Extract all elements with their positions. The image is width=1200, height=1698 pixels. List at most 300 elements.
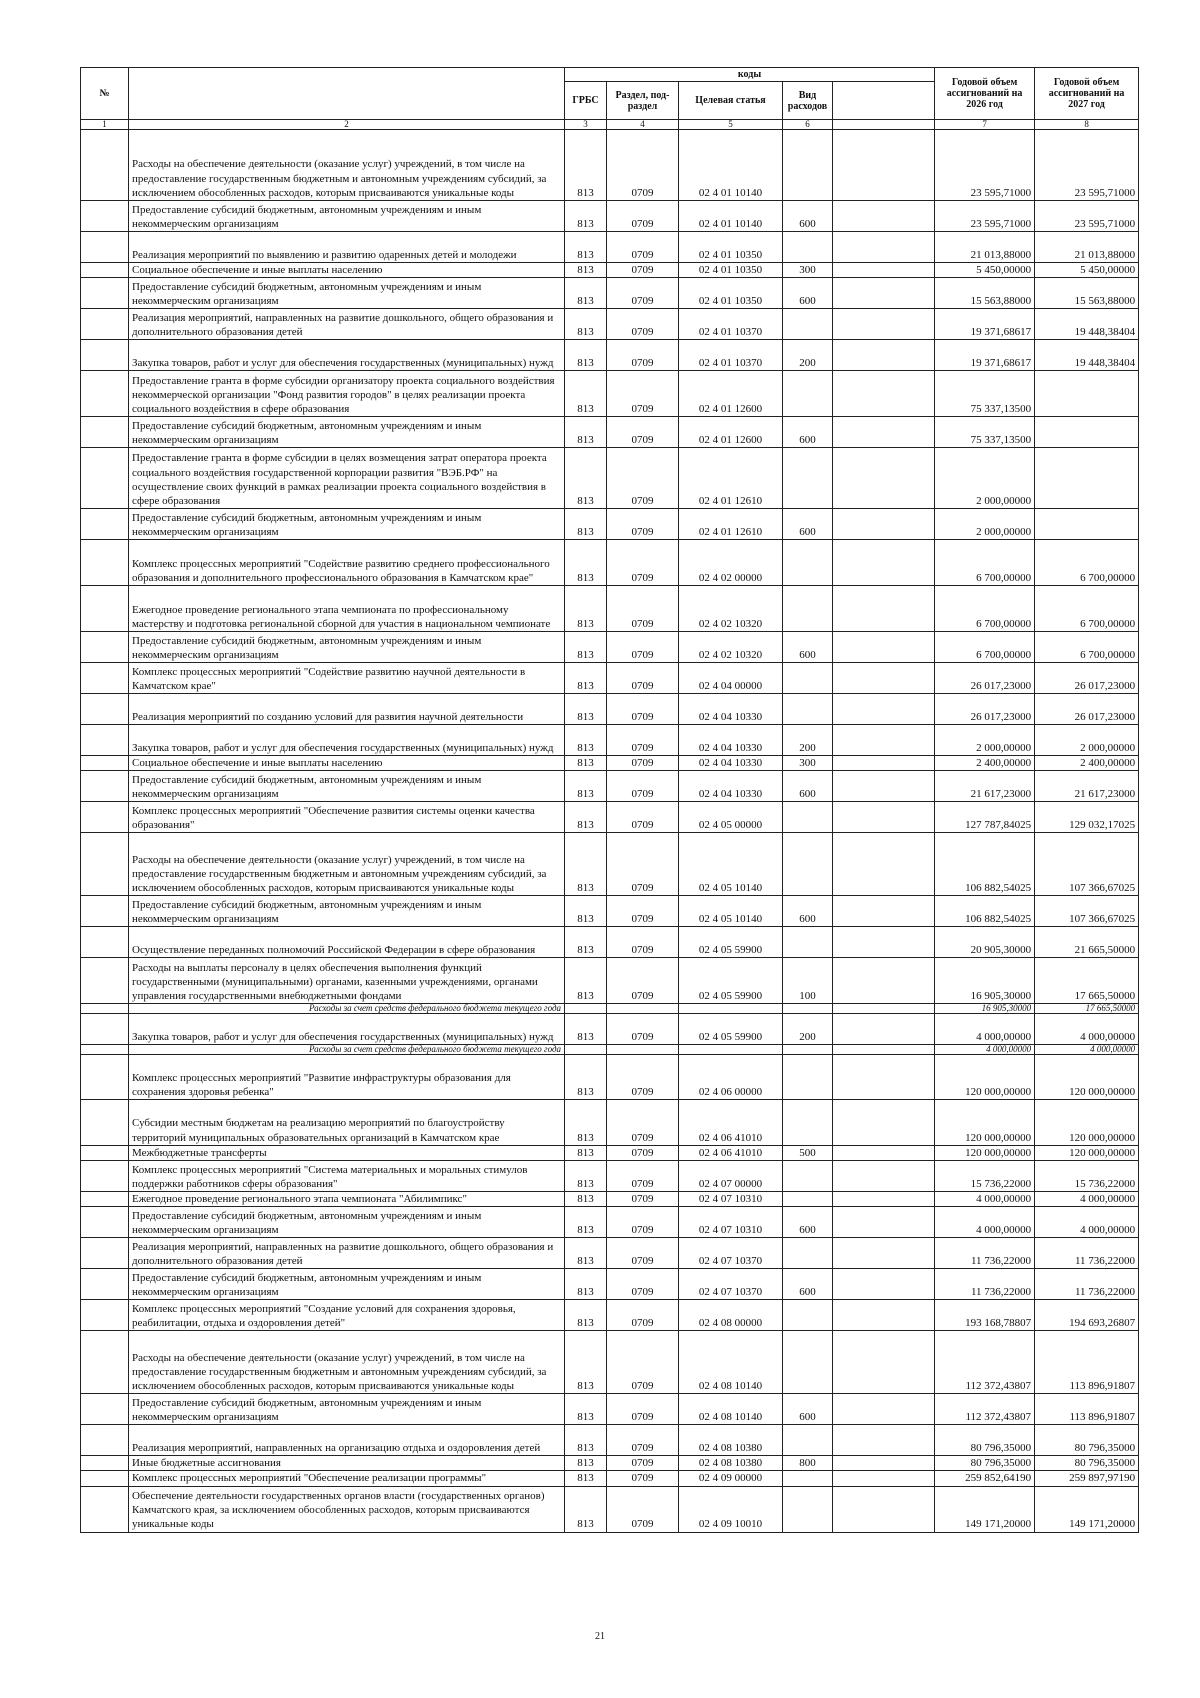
cell-vid (783, 540, 833, 586)
cell-vid: 800 (783, 1456, 833, 1471)
table-row (81, 340, 1139, 371)
cell-vid (783, 1055, 833, 1100)
cell-empty (833, 802, 935, 833)
cell-description: Ежегодное проведение регионального этапа чемпионата "Абилимпикс" (129, 1192, 565, 1207)
cell-2026: 26 017,23000 (935, 694, 1035, 725)
cell-target: 02 4 06 41010 (679, 1145, 783, 1160)
cell-grbs: 813 (565, 130, 607, 201)
cell-2027: 129 032,17025 (1035, 802, 1139, 833)
cell-grbs: 813 (565, 663, 607, 694)
cell-num (81, 725, 129, 756)
cell-target: 02 4 04 00000 (679, 663, 783, 694)
table-row (81, 586, 1139, 632)
cell-target: 02 4 01 12610 (679, 448, 783, 509)
cell-2026: 4 000,00000 (935, 1207, 1035, 1238)
cell-2026: 23 595,71000 (935, 130, 1035, 201)
cell-empty (833, 694, 935, 725)
cell-num (81, 1238, 129, 1269)
table-row (81, 1014, 1139, 1045)
header-codes: коды (565, 68, 935, 82)
cell-vid (783, 371, 833, 417)
cell-grbs: 813 (565, 1269, 607, 1300)
cell-target: 02 4 05 10140 (679, 896, 783, 927)
cell-empty (833, 1004, 935, 1014)
cell-vid (783, 833, 833, 896)
cell-description: Ежегодное проведение регионального этапа чемпионата по профессиональному мастерству и подготовка региональной сборной для участия в национальном чемпионате (129, 586, 565, 632)
cell-razdel: 0709 (607, 1145, 679, 1160)
cell-razdel: 0709 (607, 896, 679, 927)
cell-vid (783, 1045, 833, 1055)
cell-2027: 26 017,23000 (1035, 663, 1139, 694)
cell-2026: 120 000,00000 (935, 1145, 1035, 1160)
cell-razdel: 0709 (607, 263, 679, 278)
cell-razdel: 0709 (607, 1055, 679, 1100)
cell-vid: 500 (783, 1145, 833, 1160)
cell-vid: 600 (783, 1207, 833, 1238)
cell-target: 02 4 05 10140 (679, 833, 783, 896)
cell-num (81, 278, 129, 309)
colnum-8: 8 (1035, 120, 1139, 130)
cell-empty (833, 1192, 935, 1207)
cell-target: 02 4 05 59900 (679, 958, 783, 1004)
cell-empty (833, 1331, 935, 1394)
table-row (81, 632, 1139, 663)
colnum-3: 3 (565, 120, 607, 130)
cell-num (81, 309, 129, 340)
cell-2027: 120 000,00000 (1035, 1100, 1139, 1145)
cell-num (81, 1269, 129, 1300)
table-row (81, 448, 1139, 509)
cell-razdel: 0709 (607, 586, 679, 632)
cell-vid (783, 309, 833, 340)
cell-vid: 600 (783, 417, 833, 448)
cell-target: 02 4 04 10330 (679, 771, 783, 802)
cell-2027: 113 896,91807 (1035, 1394, 1139, 1425)
cell-grbs: 813 (565, 1456, 607, 1471)
table-row (81, 1394, 1139, 1425)
cell-razdel: 0709 (607, 802, 679, 833)
cell-2027: 4 000,00000 (1035, 1207, 1139, 1238)
cell-2026: 6 700,00000 (935, 586, 1035, 632)
cell-empty (833, 896, 935, 927)
cell-grbs: 813 (565, 632, 607, 663)
cell-2027: 21 013,88000 (1035, 232, 1139, 263)
cell-empty (833, 417, 935, 448)
cell-razdel: 0709 (607, 632, 679, 663)
cell-2026: 75 337,13500 (935, 371, 1035, 417)
cell-description: Субсидии местным бюджетам на реализацию мероприятий по благоустройству территорий муниципальных образовательных организаций в Камчатском крае (129, 1100, 565, 1145)
cell-vid (783, 1331, 833, 1394)
header-vid: Вид расходов (783, 82, 833, 120)
cell-num (81, 417, 129, 448)
colnum-4: 4 (607, 120, 679, 130)
cell-empty (833, 632, 935, 663)
cell-target: 02 4 01 10140 (679, 130, 783, 201)
cell-empty (833, 201, 935, 232)
table-row (81, 958, 1139, 1004)
cell-vid: 600 (783, 1269, 833, 1300)
cell-empty (833, 1055, 935, 1100)
cell-description: Предоставление субсидий бюджетным, автономным учреждениям и иным некоммерческим организациям (129, 201, 565, 232)
cell-2027: 15 736,22000 (1035, 1161, 1139, 1192)
cell-razdel: 0709 (607, 1207, 679, 1238)
cell-grbs: 813 (565, 1014, 607, 1045)
cell-2026: 2 000,00000 (935, 725, 1035, 756)
cell-empty (833, 927, 935, 958)
table-row (81, 1055, 1139, 1100)
cell-empty (833, 1161, 935, 1192)
cell-empty (833, 278, 935, 309)
cell-2026: 21 013,88000 (935, 232, 1035, 263)
cell-2027: 6 700,00000 (1035, 632, 1139, 663)
cell-description: Расходы на обеспечение деятельности (оказание услуг) учреждений, в том числе на предоставление государственным бюджетным и автономным учреждениям субсидий, за исключением обособленных расходов, которым присваиваются уникальные коды (129, 1331, 565, 1394)
cell-grbs: 813 (565, 201, 607, 232)
cell-razdel: 0709 (607, 201, 679, 232)
cell-razdel (607, 1045, 679, 1055)
header-description (129, 68, 565, 120)
cell-num (81, 927, 129, 958)
table-row (81, 263, 1139, 278)
cell-description: Иные бюджетные ассигнования (129, 1456, 565, 1471)
cell-vid: 600 (783, 771, 833, 802)
cell-description: Реализация мероприятий по созданию условий для развития научной деятельности (129, 694, 565, 725)
cell-num (81, 1331, 129, 1394)
table-row (81, 694, 1139, 725)
cell-2027: 5 450,00000 (1035, 263, 1139, 278)
cell-razdel: 0709 (607, 771, 679, 802)
cell-num (81, 1394, 129, 1425)
cell-target: 02 4 08 10380 (679, 1456, 783, 1471)
cell-2026: 112 372,43807 (935, 1394, 1035, 1425)
cell-empty (833, 1486, 935, 1532)
cell-2027: 23 595,71000 (1035, 130, 1139, 201)
cell-2026: 120 000,00000 (935, 1055, 1035, 1100)
cell-razdel: 0709 (607, 958, 679, 1004)
cell-num (81, 586, 129, 632)
cell-2027: 21 617,23000 (1035, 771, 1139, 802)
cell-target: 02 4 06 00000 (679, 1055, 783, 1100)
cell-vid: 300 (783, 263, 833, 278)
cell-grbs: 813 (565, 586, 607, 632)
cell-razdel: 0709 (607, 509, 679, 540)
cell-empty (833, 263, 935, 278)
cell-grbs: 813 (565, 958, 607, 1004)
cell-2026: 112 372,43807 (935, 1331, 1035, 1394)
cell-num (81, 263, 129, 278)
cell-description: Комплекс процессных мероприятий "Создание условий для сохранения здоровья, реабилитации, отдыха и оздоровления детей" (129, 1300, 565, 1331)
cell-num (81, 1425, 129, 1456)
cell-num (81, 1014, 129, 1045)
cell-target: 02 4 01 12600 (679, 371, 783, 417)
cell-2027: 17 665,50000 (1035, 1004, 1139, 1014)
cell-num (81, 1161, 129, 1192)
cell-empty (833, 663, 935, 694)
table-row (81, 663, 1139, 694)
cell-vid (783, 1300, 833, 1331)
table-row (81, 896, 1139, 927)
cell-razdel: 0709 (607, 1100, 679, 1145)
cell-num (81, 540, 129, 586)
table-row (81, 417, 1139, 448)
cell-num (81, 1004, 129, 1014)
cell-2027: 120 000,00000 (1035, 1145, 1139, 1160)
cell-2027: 11 736,22000 (1035, 1238, 1139, 1269)
cell-empty (833, 309, 935, 340)
table-row (81, 1161, 1139, 1192)
cell-description: Реализация мероприятий, направленных на организацию отдыха и оздоровления детей (129, 1425, 565, 1456)
cell-razdel: 0709 (607, 1300, 679, 1331)
cell-target: 02 4 05 59900 (679, 1014, 783, 1045)
cell-grbs: 813 (565, 756, 607, 771)
cell-target: 02 4 04 10330 (679, 694, 783, 725)
cell-empty (833, 1471, 935, 1486)
cell-razdel: 0709 (607, 309, 679, 340)
note-row (81, 1004, 1139, 1014)
cell-target: 02 4 01 10350 (679, 232, 783, 263)
cell-empty (833, 1014, 935, 1045)
cell-empty (833, 371, 935, 417)
cell-description: Закупка товаров, работ и услуг для обеспечения государственных (муниципальных) нужд (129, 340, 565, 371)
cell-2027: 4 000,00000 (1035, 1014, 1139, 1045)
cell-num (81, 632, 129, 663)
cell-empty (833, 1425, 935, 1456)
cell-num (81, 1100, 129, 1145)
cell-description: Расходы на обеспечение деятельности (оказание услуг) учреждений, в том числе на предоставление государственным бюджетным и автономным учреждениям субсидий, за исключением обособленных расходов, которым присваиваются уникальные коды (129, 833, 565, 896)
cell-description: Предоставление субсидий бюджетным, автономным учреждениям и иным некоммерческим организациям (129, 1207, 565, 1238)
cell-vid (783, 1486, 833, 1532)
table-row (81, 1192, 1139, 1207)
cell-2027: 149 171,20000 (1035, 1486, 1139, 1532)
colnum-6: 6 (783, 120, 833, 130)
cell-grbs: 813 (565, 1471, 607, 1486)
cell-grbs: 813 (565, 278, 607, 309)
cell-num (81, 896, 129, 927)
cell-description: Комплекс процессных мероприятий "Содействие развитию среднего профессионального образования и дополнительного профессионального образования в Камчатском крае" (129, 540, 565, 586)
cell-2026: 6 700,00000 (935, 540, 1035, 586)
cell-2027: 80 796,35000 (1035, 1456, 1139, 1471)
cell-target (679, 1045, 783, 1055)
budget-table (80, 67, 1139, 1533)
cell-razdel: 0709 (607, 1014, 679, 1045)
cell-2026: 149 171,20000 (935, 1486, 1035, 1532)
cell-description: Предоставление субсидий бюджетным, автономным учреждениям и иным некоммерческим организациям (129, 771, 565, 802)
cell-vid: 200 (783, 725, 833, 756)
cell-grbs: 813 (565, 1425, 607, 1456)
cell-2027: 26 017,23000 (1035, 694, 1139, 725)
cell-grbs: 813 (565, 1192, 607, 1207)
cell-2027 (1035, 371, 1139, 417)
cell-grbs: 813 (565, 371, 607, 417)
cell-target: 02 4 01 10350 (679, 263, 783, 278)
cell-grbs: 813 (565, 509, 607, 540)
cell-grbs: 813 (565, 1161, 607, 1192)
cell-2026: 4 000,00000 (935, 1192, 1035, 1207)
cell-grbs: 813 (565, 927, 607, 958)
cell-razdel: 0709 (607, 1456, 679, 1471)
cell-2026: 4 000,00000 (935, 1014, 1035, 1045)
cell-num (81, 1300, 129, 1331)
cell-num (81, 371, 129, 417)
cell-2027: 107 366,67025 (1035, 896, 1139, 927)
cell-vid (783, 130, 833, 201)
cell-2027: 120 000,00000 (1035, 1055, 1139, 1100)
cell-2026: 75 337,13500 (935, 417, 1035, 448)
cell-num (81, 833, 129, 896)
cell-2027: 11 736,22000 (1035, 1269, 1139, 1300)
colnum-7: 7 (935, 120, 1035, 130)
cell-description: Закупка товаров, работ и услуг для обеспечения государственных (муниципальных) нужд (129, 725, 565, 756)
table-row (81, 509, 1139, 540)
cell-target: 02 4 01 12610 (679, 509, 783, 540)
cell-empty (833, 1207, 935, 1238)
cell-vid (783, 448, 833, 509)
table-row (81, 232, 1139, 263)
cell-vid: 600 (783, 278, 833, 309)
table-row (81, 1207, 1139, 1238)
colnum-empty (833, 120, 935, 130)
cell-num (81, 1456, 129, 1471)
cell-empty (833, 1456, 935, 1471)
cell-grbs: 813 (565, 540, 607, 586)
cell-2027: 80 796,35000 (1035, 1425, 1139, 1456)
cell-description: Предоставление гранта в форме субсидии в целях возмещения затрат оператора проекта социального воздействия государственной корпорации развития "ВЭБ.РФ" на осуществление своих функций в рамках реализации проекта социального воздействия в сфере образования (129, 448, 565, 509)
cell-target: 02 4 09 10010 (679, 1486, 783, 1532)
cell-vid: 600 (783, 509, 833, 540)
cell-razdel: 0709 (607, 1331, 679, 1394)
cell-num (81, 201, 129, 232)
cell-grbs: 813 (565, 896, 607, 927)
table-row (81, 309, 1139, 340)
cell-2026: 127 787,84025 (935, 802, 1035, 833)
cell-2026: 2 000,00000 (935, 509, 1035, 540)
cell-vid (783, 232, 833, 263)
table-row (81, 540, 1139, 586)
cell-empty (833, 1045, 935, 1055)
table-row (81, 927, 1139, 958)
cell-num (81, 1192, 129, 1207)
cell-empty (833, 232, 935, 263)
cell-grbs: 813 (565, 309, 607, 340)
table-row (81, 1100, 1139, 1145)
cell-num (81, 130, 129, 201)
cell-razdel: 0709 (607, 448, 679, 509)
cell-target: 02 4 04 10330 (679, 756, 783, 771)
cell-2026: 23 595,71000 (935, 201, 1035, 232)
cell-num (81, 771, 129, 802)
cell-empty (833, 340, 935, 371)
cell-description: Реализация мероприятий, направленных на развитие дошкольного, общего образования и дополнительного образования детей (129, 1238, 565, 1269)
cell-num (81, 802, 129, 833)
cell-description: Расходы за счет средств федерального бюджета текущего года (129, 1004, 565, 1014)
cell-vid: 600 (783, 201, 833, 232)
cell-grbs: 813 (565, 417, 607, 448)
cell-target: 02 4 06 41010 (679, 1100, 783, 1145)
header-target: Целевая статья (679, 82, 783, 120)
cell-target: 02 4 01 10370 (679, 309, 783, 340)
cell-vid: 600 (783, 632, 833, 663)
cell-2026: 21 617,23000 (935, 771, 1035, 802)
cell-2027: 21 665,50000 (1035, 927, 1139, 958)
cell-vid (783, 927, 833, 958)
cell-vid (783, 1192, 833, 1207)
cell-description: Закупка товаров, работ и услуг для обеспечения государственных (муниципальных) нужд (129, 1014, 565, 1045)
cell-num (81, 1471, 129, 1486)
cell-razdel: 0709 (607, 417, 679, 448)
cell-2026: 20 905,30000 (935, 927, 1035, 958)
cell-empty (833, 509, 935, 540)
cell-empty (833, 448, 935, 509)
cell-2027: 15 563,88000 (1035, 278, 1139, 309)
cell-empty (833, 1269, 935, 1300)
cell-vid (783, 1425, 833, 1456)
cell-razdel: 0709 (607, 1471, 679, 1486)
cell-description: Реализация мероприятий, направленных на развитие дошкольного, общего образования и дополнительного образования детей (129, 309, 565, 340)
cell-razdel (607, 1004, 679, 1014)
cell-vid (783, 694, 833, 725)
cell-description: Предоставление субсидий бюджетным, автономным учреждениям и иным некоммерческим организациям (129, 509, 565, 540)
cell-description: Реализация мероприятий по выявлению и развитию одаренных детей и молодежи (129, 232, 565, 263)
cell-grbs: 813 (565, 802, 607, 833)
header-grbs: ГРБС (565, 82, 607, 120)
cell-2027: 6 700,00000 (1035, 540, 1139, 586)
cell-razdel: 0709 (607, 725, 679, 756)
cell-target: 02 4 04 10330 (679, 725, 783, 756)
cell-num (81, 958, 129, 1004)
cell-2027: 19 448,38404 (1035, 309, 1139, 340)
cell-empty (833, 833, 935, 896)
cell-description: Расходы на выплаты персоналу в целях обеспечения выполнения функций государственными (муниципальными) органами, казенными учреждениями, органами управления государственными внебюджетными фондами (129, 958, 565, 1004)
cell-vid (783, 1471, 833, 1486)
cell-razdel: 0709 (607, 1238, 679, 1269)
cell-vid: 600 (783, 896, 833, 927)
cell-razdel: 0709 (607, 1269, 679, 1300)
cell-num (81, 1486, 129, 1532)
cell-num (81, 340, 129, 371)
cell-empty (833, 1100, 935, 1145)
cell-2026: 16 905,30000 (935, 1004, 1035, 1014)
cell-2027: 259 897,97190 (1035, 1471, 1139, 1486)
cell-target: 02 4 02 10320 (679, 632, 783, 663)
table-row (81, 1471, 1139, 1486)
cell-grbs: 813 (565, 340, 607, 371)
cell-grbs: 813 (565, 1300, 607, 1331)
cell-vid: 100 (783, 958, 833, 1004)
cell-grbs: 813 (565, 833, 607, 896)
cell-grbs: 813 (565, 448, 607, 509)
cell-num (81, 232, 129, 263)
table-row (81, 1238, 1139, 1269)
table-row (81, 371, 1139, 417)
cell-2026: 2 400,00000 (935, 756, 1035, 771)
cell-target: 02 4 07 10370 (679, 1238, 783, 1269)
cell-empty (833, 756, 935, 771)
table-row (81, 1331, 1139, 1394)
cell-empty (833, 540, 935, 586)
cell-razdel: 0709 (607, 833, 679, 896)
cell-target: 02 4 02 10320 (679, 586, 783, 632)
cell-2026: 5 450,00000 (935, 263, 1035, 278)
note-row (81, 1045, 1139, 1055)
cell-description: Социальное обеспечение и иные выплаты населению (129, 263, 565, 278)
cell-vid (783, 1238, 833, 1269)
cell-vid (783, 663, 833, 694)
cell-vid: 200 (783, 1014, 833, 1045)
cell-vid: 200 (783, 340, 833, 371)
cell-description: Предоставление субсидий бюджетным, автономным учреждениям и иным некоммерческим организациям (129, 632, 565, 663)
cell-grbs (565, 1004, 607, 1014)
cell-vid (783, 1100, 833, 1145)
cell-empty (833, 586, 935, 632)
